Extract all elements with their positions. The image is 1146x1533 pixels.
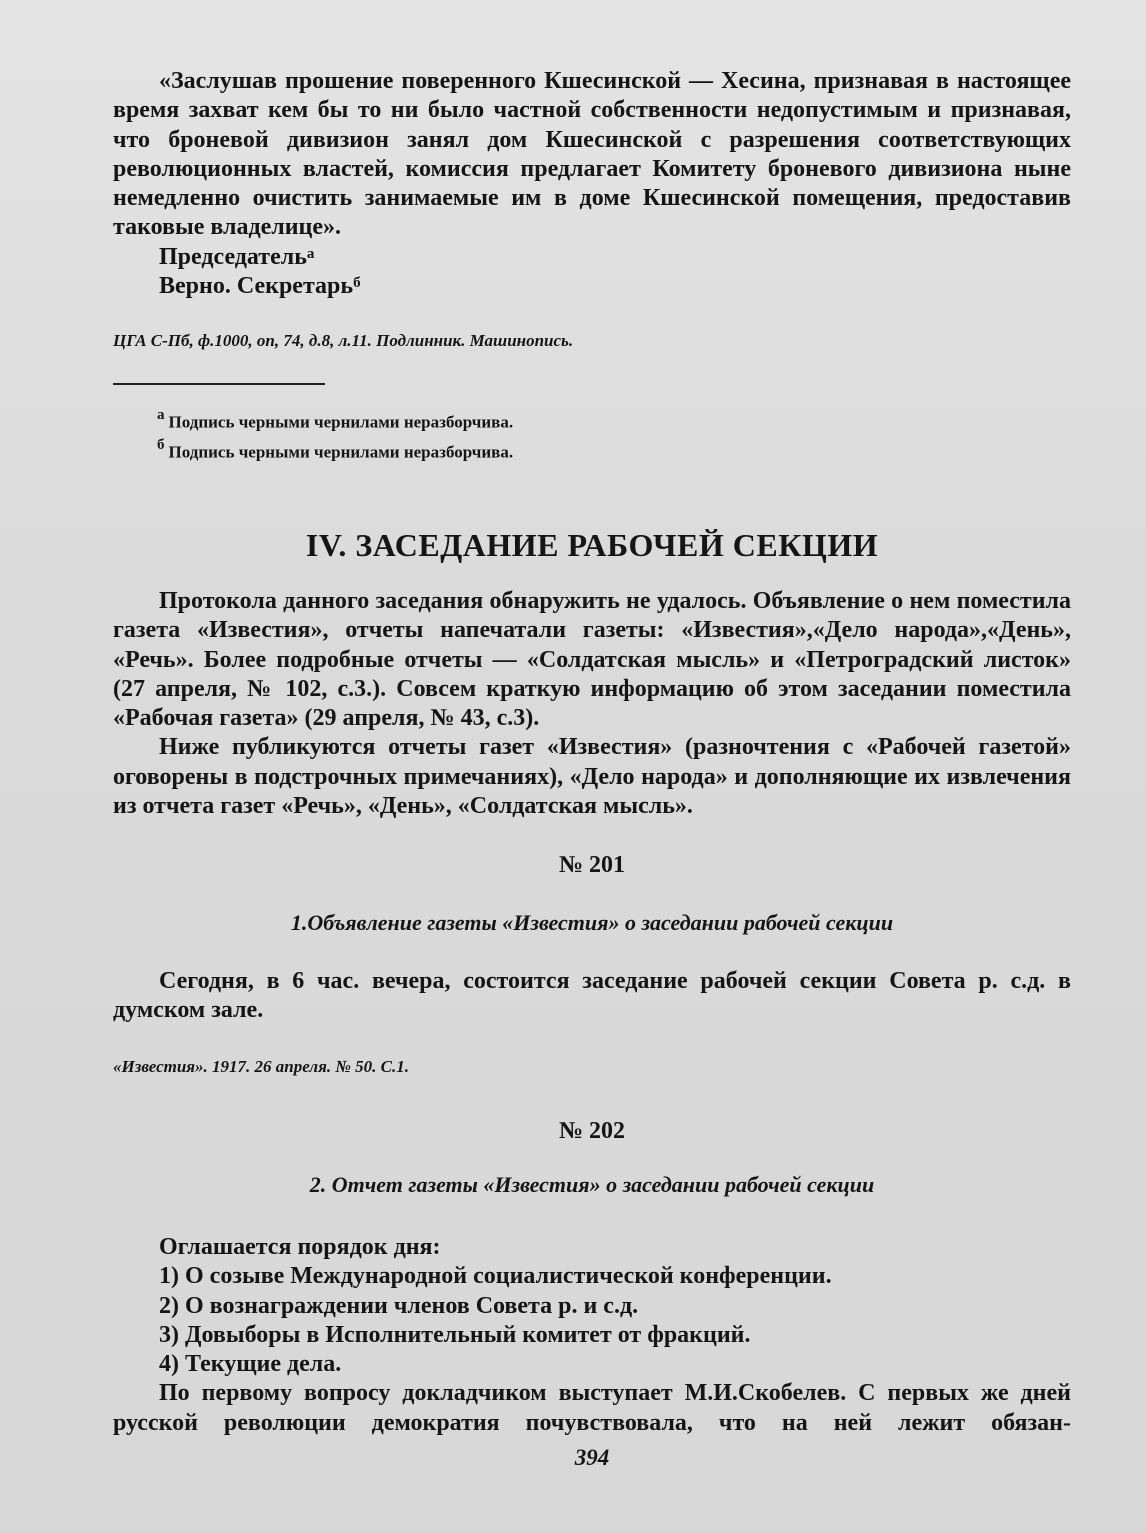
- footnote-b-mark: б: [157, 436, 165, 453]
- chairman-signature: [113, 243, 1071, 272]
- chairman-footnote-mark: а: [306, 245, 315, 262]
- footnotes: [157, 405, 1057, 464]
- footnote-a-text: Подпись черными чернилами неразборчива.: [168, 412, 514, 432]
- agenda-item-1: 1) О созыве Международной социалистической конференции.: [159, 1263, 832, 1290]
- doc-202-body: По первому вопросу докладчиком выступает М.И.Скобелев. С первых же дней русской революции демократия почувствовала, что на ней лежит обязан-: [113, 1380, 1071, 1436]
- signatures: [113, 243, 1071, 302]
- doc-201-source: «Известия». 1917. 26 апреля. № 50. С.1.: [113, 1057, 409, 1076]
- secretary-footnote-mark: б: [353, 275, 361, 292]
- footnote-a-mark: а: [157, 407, 165, 423]
- footnote-b-text: Подпись черными чернилами неразборчива.: [168, 442, 514, 462]
- secretary-label: Верно. Секретарь: [159, 273, 354, 300]
- agenda-intro: Оглашается порядок дня:: [159, 1234, 441, 1260]
- intro-paragraph-2: Ниже публикуются отчеты газет «Известия» (разночтения с «Рабочей газетой» оговорены в подстрочных примечаниях), «Дело народа» и дополняющие их извлечения из отчета газет «Речь», «День», «Солдатская мысль».: [113, 734, 1071, 820]
- page-number: 394: [574, 1445, 610, 1470]
- doc-202-title: 2. Отчет газеты «Известия» о заседании рабочей секции: [309, 1172, 875, 1197]
- section-intro: [113, 587, 1071, 821]
- doc-202-number: № 202: [558, 1118, 626, 1144]
- agenda-item-4: 4) Текущие дела.: [159, 1351, 342, 1378]
- footnote-b: [157, 435, 1057, 465]
- chairman-label: Председатель: [159, 243, 307, 270]
- footnote-divider: [113, 383, 325, 385]
- doc-202-agenda: [113, 1233, 1071, 1438]
- doc-201-body-block: [113, 967, 1071, 1026]
- secretary-signature: [113, 272, 1071, 301]
- agenda-item-2: 2) О вознаграждении членов Совета р. и с.д.: [159, 1292, 639, 1319]
- quote-paragraph: «Заслушав прошение поверенного Кшесинской — Хесина, признавая в настоящее время захват кем бы то ни было частной собственности недопустимым и признавая, что броневой дивизион занял дом Кшесинской с разрешения соответствующих революционных властей, комиссия предлагает Комитету броневого дивизиона ныне немедленно очистить занимаемые им в доме Кшесинской помещения, предоставив таковые владелице».: [113, 68, 1071, 241]
- footnote-a: [157, 405, 1057, 435]
- doc-201-title: 1.Объявление газеты «Известия» о заседании рабочей секции: [290, 910, 894, 935]
- archive-source: ЦГА С-Пб, ф.1000, оп, 74, д.8, л.11. Подлинник. Машинопись.: [113, 331, 574, 350]
- doc-201-body: Сегодня, в 6 час. вечера, состоится заседание рабочей секции Совета р. с.д. в думском зале.: [113, 968, 1071, 1024]
- quote-block: [113, 67, 1071, 301]
- agenda-item-3: 3) Довыборы в Исполнительный комитет от фракций.: [159, 1321, 751, 1348]
- doc-201-number: № 201: [558, 852, 626, 878]
- section-title: IV. ЗАСЕДАНИЕ РАБОЧЕЙ СЕКЦИИ: [305, 527, 879, 563]
- intro-paragraph-1: Протокола данного заседания обнаружить не удалось. Объявление о нем поместила газета «Известия», отчеты напечатали газеты: «Известия»,«Дело народа»,«День», «Речь». Более подробные отчеты — «Солдатская мысль» и «Петроградский листок» (27 апреля, № 102, с.3.). Совсем краткую информацию об этом заседании поместила «Рабочая газета» (29 апреля, № 43, с.3).: [113, 588, 1071, 732]
